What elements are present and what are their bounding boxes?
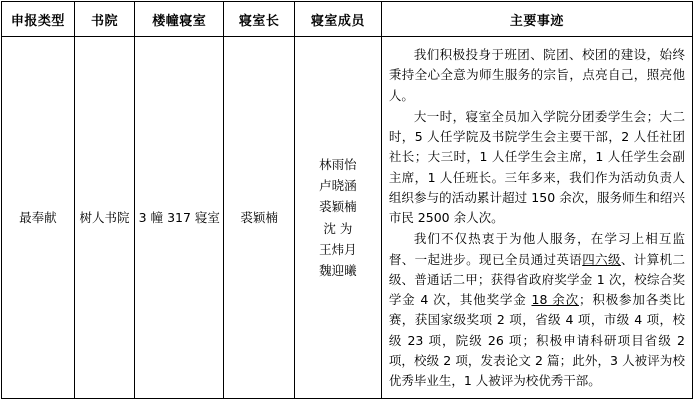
table-row	[2, 37, 693, 399]
deeds-paragraph: 大一时，寝室全员加入学院分团委学生会；大二时，5 人任学院及书院学生会主要干部，2 人任社团社长；大三时，1 人任学生会主席，1 人任学生会副主席，1 人任班长。三年多来，我们作为活动负责人组织参与的活动累计超过 150 余次，服务师生和绍兴市民 2500 余人次。	[388, 108, 685, 225]
deeds-paragraph: 我们积极投身于班团、院团、校团的建设，始终秉持全心全意为师生服务的宗旨，点亮自己，照亮他人。	[388, 47, 685, 103]
dorm-honor-table	[1, 1, 693, 399]
header-cell-member: 寝室成员	[294, 2, 381, 37]
dorm-member-name: 林雨怡	[319, 156, 357, 172]
cell-main-deeds	[381, 37, 692, 399]
dorm-member-name: 魏迎曦	[319, 263, 357, 279]
cell-dorm-leader: 裘颖楠	[224, 37, 295, 399]
header-cell-type: 申报类型	[2, 2, 75, 37]
cell-application-type: 最奉献	[2, 37, 75, 399]
dorm-member-name: 沈 为	[323, 220, 353, 236]
header-cell-deeds: 主要事迹	[381, 2, 692, 37]
cell-dorm-room: 3 幢 317 寝室	[135, 37, 224, 399]
underlined-term: 四六级	[582, 251, 621, 267]
table-body	[2, 37, 693, 399]
dorm-member-name: 卢晓涵	[319, 178, 357, 194]
header-row	[2, 2, 693, 37]
cell-academy: 树人书院	[74, 37, 135, 399]
underlined-term: 18 余次	[531, 292, 579, 307]
header-cell-school: 书院	[74, 2, 135, 37]
dorm-member-name: 裘颖楠	[319, 199, 357, 215]
header-cell-dorm: 楼幢寝室	[135, 2, 224, 37]
table-header	[2, 2, 693, 37]
dorm-member-name: 王炜月	[319, 241, 357, 257]
cell-dorm-members	[294, 37, 381, 399]
header-cell-head: 寝室长	[224, 2, 295, 37]
deeds-paragraph: 我们不仅热衷于为他人服务，在学习上相互监督、一起进步。现已全员通过英语四六级、计算机二级、普通话二甲；获得省政府奖学金 1 次，校综合奖学金 4 次，其他奖学金 18 余次；积极参加各类比赛，获国家级奖项 2 项，省级 4 项，市级 4 项，校级 23 项，院级 26 项；积极申请科研项目省级 2 项，校级 2 项，发表论文 2 篇；此外，3 人被评为校优秀毕业生，1 人被评为校优秀干部。	[388, 231, 685, 388]
